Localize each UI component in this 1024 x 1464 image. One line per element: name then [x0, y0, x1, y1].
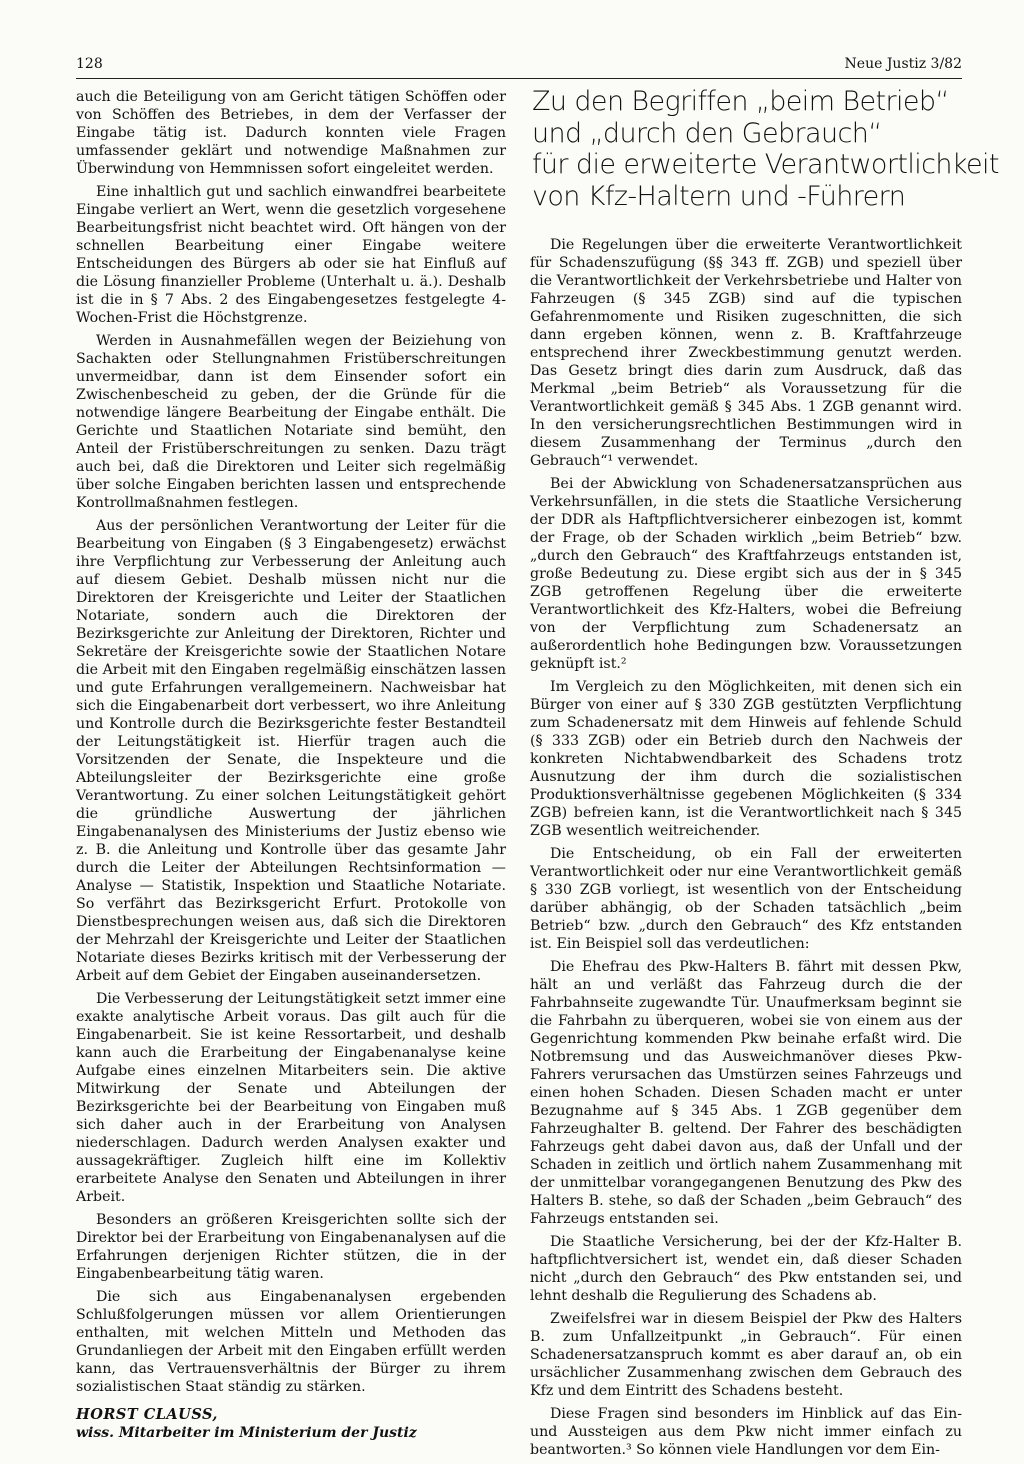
author-name: HORST CLAUSS, — [76, 1406, 218, 1423]
page-header — [76, 52, 962, 79]
paragraph: Bei der Abwicklung von Schadenersatzansprüchen aus Verkehrsunfällen, in die stets die Staatliche Versicherung der DDR als Haftpflichtversicherer einbezogen ist, kommt der Frage, ob der Schaden wirklich „beim Betrieb“ bzw. „durch den Gebrauch“ des Kraftfahrzeugs entstanden ist, große Bedeutung zu. Diese ergibt sich aus der in § 345 ZGB getroffenen Regelung über die erweiterte Verantwortlichkeit des Kfz-Halters, wobei die Befreiung von der Verpflichtung zum Schadenersatz an außerordentlich hohe Bedingungen bzw. Voraussetzungen geknüpft ist.² — [530, 476, 962, 672]
author-signature — [76, 1406, 506, 1442]
title-line: von Kfz-Haltern und -Führern — [532, 180, 906, 212]
journal-issue: Neue Justiz 3/82 — [844, 56, 962, 72]
paragraph: Die Verbesserung der Leitungstätigkeit setzt immer eine exakte analytische Arbeit voraus. Das gilt auch für die Eingabenarbeit. Sie ist keine Ressortarbeit, und deshalb kann auch die Erarbeitung der Eingabenanalyse keine Aufgabe eines einzelnen Mitarbeiters sein. Die aktive Mitwirkung der Senate und Abteilungen der Bezirksgerichte bei der Bearbeitung von Eingaben muß sich daher auch in der Erarbeitung von Analysen niederschlagen. Dadurch werden Analysen exakter und aussagekräftiger. Zugleich hilft eine im Kollektiv erarbeitete Analyse den Senaten und Abteilungen in ihrer Arbeit. — [76, 991, 506, 1205]
paragraph: Eine inhaltlich gut und sachlich einwandfrei bearbeitete Eingabe verliert an Wert, wenn die gesetzlich vorgesehene Bearbeitungsfrist nicht beachtet wird. Oft hängen von der schnellen Bearbeitung einer Eingabe weitere Entscheidungen des Bürgers ab oder sie hat Einfluß auf die Lösung finanzieller Probleme (Unterhalt u. ä.). Deshalb ist die in § 7 Abs. 2 des Eingabengesetzes festgelegte 4-Wochen-Frist die Höchstgrenze. — [76, 184, 506, 326]
title-line: für die erweiterte Verantwortlichkeit — [532, 149, 999, 180]
paragraph: Aus der persönlichen Verantwortung der Leiter für die Bearbeitung von Eingaben (§ 3 Eingabengesetz) erwächst ihre Verpflichtung zur Verbesserung der Anleitung auch auf diesem Gebiet. Deshalb müssen nicht nur die Direktoren der Kreisgerichte und Leiter der Staatlichen Notariate, sondern auch die Direktoren der Bezirksgerichte zur Anleitung der Direktoren, Richter und Sekretäre der Kreisgerichte sowie der Staatlichen Notare die Arbeit mit den Eingaben regelmäßig einschätzen lassen und gute Erfahrungen verallgemeinern. Nachweisbar hat sich die Eingabenarbeit dort verbessert, wo ihre Anleitung und Kontrolle durch die Bezirksgerichte fester Bestandteil der Leitungstätigkeit ist. Hierfür tragen auch die Vorsitzenden der Senate, die Inspekteure und die Abteilungsleiter der Bezirksgerichte eine große Verantwortung. Zu einer solchen Leitungstätigkeit gehört die gründliche Auswertung der jährlichen Eingabenanalysen des Ministeriums der Justiz ebenso wie z. B. die Anleitung und Kontrolle über das gesamte Jahr durch die Leiter der Abteilungen Rechtsinformation — Analyse — Statistik, Inspektion und Staatliche Notariate. So verfährt das Bezirksgericht Erfurt. Protokolle von Dienstbesprechungen weisen aus, daß sich die Direktoren der Mehrzahl der Kreisgerichte und Leiter der Staatlichen Notariate dieses Bezirks kritisch mit der Verbesserung der Arbeit auf dem Gebiet der Eingaben auseinandersetzen. — [76, 518, 506, 984]
paragraph: Die Ehefrau des Pkw-Halters B. fährt mit dessen Pkw, hält an und verläßt das Fahrzeug durch die der Fahrbahnseite zugewandte Tür. Unaufmerksam beginnt sie die Fahrbahn zu überqueren, wobei sie von einem aus der Gegenrichtung kommenden Pkw beinahe erfaßt wird. Die Notbremsung und das Ausweichmanöver dieses Pkw-Fahrers verursachen das Umstürzen seines Fahrzeugs und einen hohen Schaden. Diesen Schaden macht er unter Bezugnahme auf § 345 Abs. 1 ZGB gegenüber dem Fahrzeughalter B. geltend. Der Fahrer des beschädigten Fahrzeugs geht dabei davon aus, daß der Unfall und der Schaden in zeitlich und örtlich nahem Zusammenhang mit der unmittelbar vorangegangenen Benutzung des Pkw des Halters B. stehe, so daß der Schaden „beim Gebrauch“ des Fahrzeugs entstanden sei. — [530, 959, 962, 1227]
left-column — [76, 88, 506, 1442]
paragraph: Die Entscheidung, ob ein Fall der erweiterten Verantwortlichkeit oder nur eine Verantwortlichkeit gemäß § 330 ZGB vorliegt, ist wesentlich von der Entscheidung darüber abhängig, ob der Schaden tatsächlich „beim Betrieb“ bzw. „durch den Gebrauch“ des Kfz entstanden ist. Ein Beispiel soll das verdeutlichen: — [530, 846, 962, 952]
paragraph: Werden in Ausnahmefällen wegen der Beiziehung von Sachakten oder Stellungnahmen Fristüberschreitungen unvermeidbar, dann ist dem Einsender sofort ein Zwischenbescheid zu geben, der die Gründe für die notwendige längere Bearbeitung der Eingabe enthält. Die Gerichte und Staatlichen Notariate sind bemüht, den Anteil der Fristüberschreitungen zu senken. Dazu trägt auch bei, daß die Direktoren und Leiter sich regelmäßig über solche Eingaben berichten lassen und entsprechende Kontrollmaßnahmen festlegen. — [76, 333, 506, 511]
paragraph: Zweifelsfrei war in diesem Beispiel der Pkw des Halters B. zum Unfallzeitpunkt „in Gebrauch“. Für einen Schadenersatzanspruch kommt es aber darauf an, ob ein ursächlicher Zusammenhang zwischen dem Gebrauch des Kfz und dem Eintritt des Schadens besteht. — [530, 1311, 962, 1399]
title-line: und „durch den Gebrauch“ — [532, 117, 882, 149]
paragraph: Die sich aus Eingabenanalysen ergebenden Schlußfolgerungen müssen vor allem Orientierungen enthalten, mit welchen Mitteln und Methoden das Grundanliegen der Arbeit mit den Eingaben erfüllt werden kann, das Vertrauensverhältnis der Bürger zu ihrem sozialistischen Staat ständig zu stärken. — [76, 1289, 506, 1395]
paragraph: Die Staatliche Versicherung, bei der der Kfz-Halter B. haftpflichtversichert ist, wendet ein, daß dieser Schaden nicht „durch den Gebrauch“ des Pkw entstanden sei, und lehnt deshalb die Regulierung des Schadens ab. — [530, 1234, 962, 1304]
paragraph: Die Regelungen über die erweiterte Verantwortlichkeit für Schadenszufügung (§§ 343 ff. ZGB) und speziell über die Verantwortlichkeit der Verkehrsbetriebe und Halter von Fahrzeugen (§ 345 ZGB) sind auf die typischen Gefahrenmomente und Risiken zugeschnitten, die sich dann ergeben können, wenn z. B. Kraftfahrzeuge entsprechend ihrer Zweckbestimmung genutzt werden. Das Gesetz bringt dies darin zum Ausdruck, daß das Merkmal „beim Betrieb“ als Voraussetzung für die Verantwortlichkeit gemäß § 345 Abs. 1 ZGB genannt wird. In den versicherungsrechtlichen Bestimmungen wird in diesem Zusammenhang der Terminus „durch den Gebrauch“¹ verwendet. — [530, 237, 962, 469]
author-role: wiss. Mitarbeiter im Ministerium der Justiz — [76, 1425, 417, 1441]
paragraph: auch die Beteiligung von am Gericht tätigen Schöffen oder von Schöffen des Betriebes, in dem der Verfasser der Eingabe tätig ist. Dadurch konnten viele Fragen umfassender geklärt und notwendige Maßnahmen zur Überwindung von Hemmnissen sofort eingeleitet werden. — [76, 89, 506, 177]
paragraph: Diese Fragen sind besonders im Hinblick auf das Ein- und Aussteigen aus dem Pkw nicht immer einfach zu beantworten.³ So können viele Handlungen vor dem Ein- — [530, 1406, 962, 1458]
title-line: Zu den Begriffen „beim Betrieb“ — [532, 86, 949, 117]
paragraph: Besonders an größeren Kreisgerichten sollte sich der Direktor bei der Erarbeitung von Eingabenanalysen auf die Erfahrungen derjenigen Richter stützen, die in der Eingabenbearbeitung tätig waren. — [76, 1212, 506, 1282]
article-title — [530, 86, 999, 212]
page-number: 128 — [76, 56, 103, 72]
paragraph: Im Vergleich zu den Möglichkeiten, mit denen sich ein Bürger von einer auf § 330 ZGB gestützten Verpflichtung zum Schadenersatz mit dem Hinweis auf fehlende Schuld (§ 333 ZGB) oder ein Betrieb durch den Nachweis der konkreten Nichtabwendbarkeit des Schadens trotz Ausnutzung der ihm durch die sozialistischen Produktionsverhältnisse gegebenen Möglichkeiten (§ 334 ZGB) befreien kann, ist die Verantwortlichkeit nach § 345 ZGB wesentlich weitreichender. — [530, 679, 962, 839]
right-column — [530, 86, 999, 1464]
